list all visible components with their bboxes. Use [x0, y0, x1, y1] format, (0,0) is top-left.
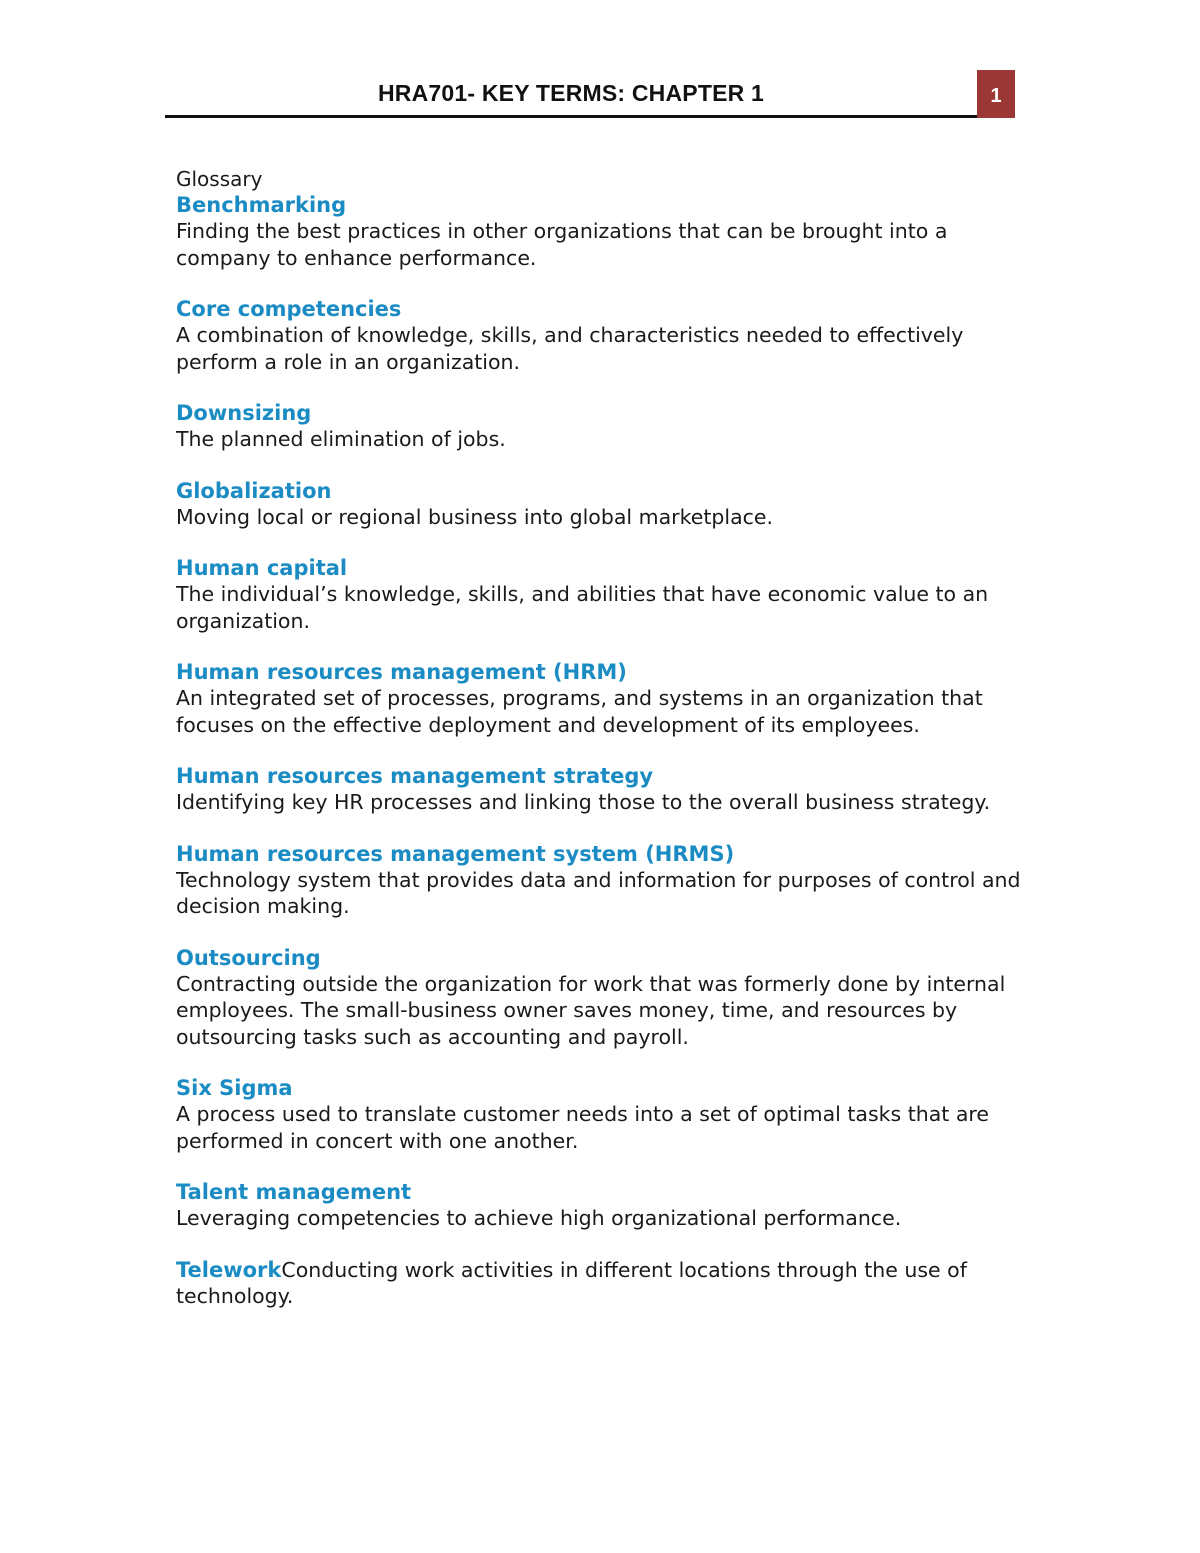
glossary-term: Telework: [176, 1257, 282, 1282]
document-title: HRA701- KEY TERMS: CHAPTER 1: [377, 80, 765, 106]
glossary-definition: Contracting outside the organization for work that was formerly done by internal employees. The small-business owner saves money, time, and resources by outsourcing tasks such as accounting and payroll.: [176, 971, 1006, 1049]
glossary-entry: [176, 1257, 1026, 1310]
glossary-section: [176, 166, 1026, 1335]
glossary-entry: [176, 555, 1026, 634]
glossary-term: Human resources management (HRM): [176, 660, 627, 684]
glossary-definition: Identifying key HR processes and linking those to the overall business strategy.: [176, 790, 991, 814]
glossary-definition: Moving local or regional business into global marketplace.: [176, 504, 774, 529]
glossary-definition: Technology system that provides data and information for purposes of control and decision making.: [176, 867, 1021, 918]
glossary-heading: Glossary: [176, 167, 263, 191]
glossary-entry: [176, 400, 1026, 453]
glossary-definition: Leveraging competencies to achieve high organizational performance.: [176, 1206, 902, 1230]
glossary-term: Talent management: [176, 1180, 412, 1204]
glossary-definition: A combination of knowledge, skills, and characteristics needed to effectively perform a role in an organization.: [176, 323, 964, 374]
glossary-term: Human resources management system (HRMS): [176, 841, 735, 866]
glossary-entry: [176, 296, 1026, 375]
glossary-term: Human capital: [176, 556, 348, 580]
glossary-entry: [176, 1179, 1026, 1232]
glossary-definition: Finding the best practices in other organizations that can be brought into a company to enhance performance.: [176, 219, 948, 270]
header-rule: [165, 115, 977, 118]
page-header: [165, 70, 1015, 118]
glossary-definition: The planned elimination of jobs.: [176, 427, 506, 451]
glossary-entry: [176, 1075, 1026, 1154]
glossary-entry: [176, 763, 1026, 816]
glossary-entry: [176, 945, 1026, 1051]
glossary-definition: An integrated set of processes, programs, and systems in an organization that focuses on the effective deployment and development of its employees.: [176, 686, 983, 737]
glossary-definition: Conducting work activities in different locations through the use of technology.: [176, 1257, 967, 1308]
glossary-term: Outsourcing: [176, 945, 321, 970]
glossary-term: Human resources management strategy: [176, 764, 654, 788]
glossary-term: Globalization: [176, 478, 332, 503]
glossary-term: Downsizing: [176, 401, 312, 425]
glossary-definition: The individual’s knowledge, skills, and abilities that have economic value to an organization.: [176, 582, 989, 633]
glossary-term: Core competencies: [176, 297, 402, 321]
glossary-term: Benchmarking: [176, 193, 347, 217]
glossary-term: Six Sigma: [176, 1076, 293, 1100]
glossary-entry: [176, 192, 1026, 271]
glossary-entry: [176, 841, 1026, 920]
glossary-entry: [176, 478, 1026, 531]
glossary-definition: A process used to translate customer needs into a set of optimal tasks that are performed in concert with one another.: [176, 1102, 990, 1153]
page-number-badge: 1: [977, 70, 1015, 118]
glossary-entry: [176, 659, 1026, 738]
